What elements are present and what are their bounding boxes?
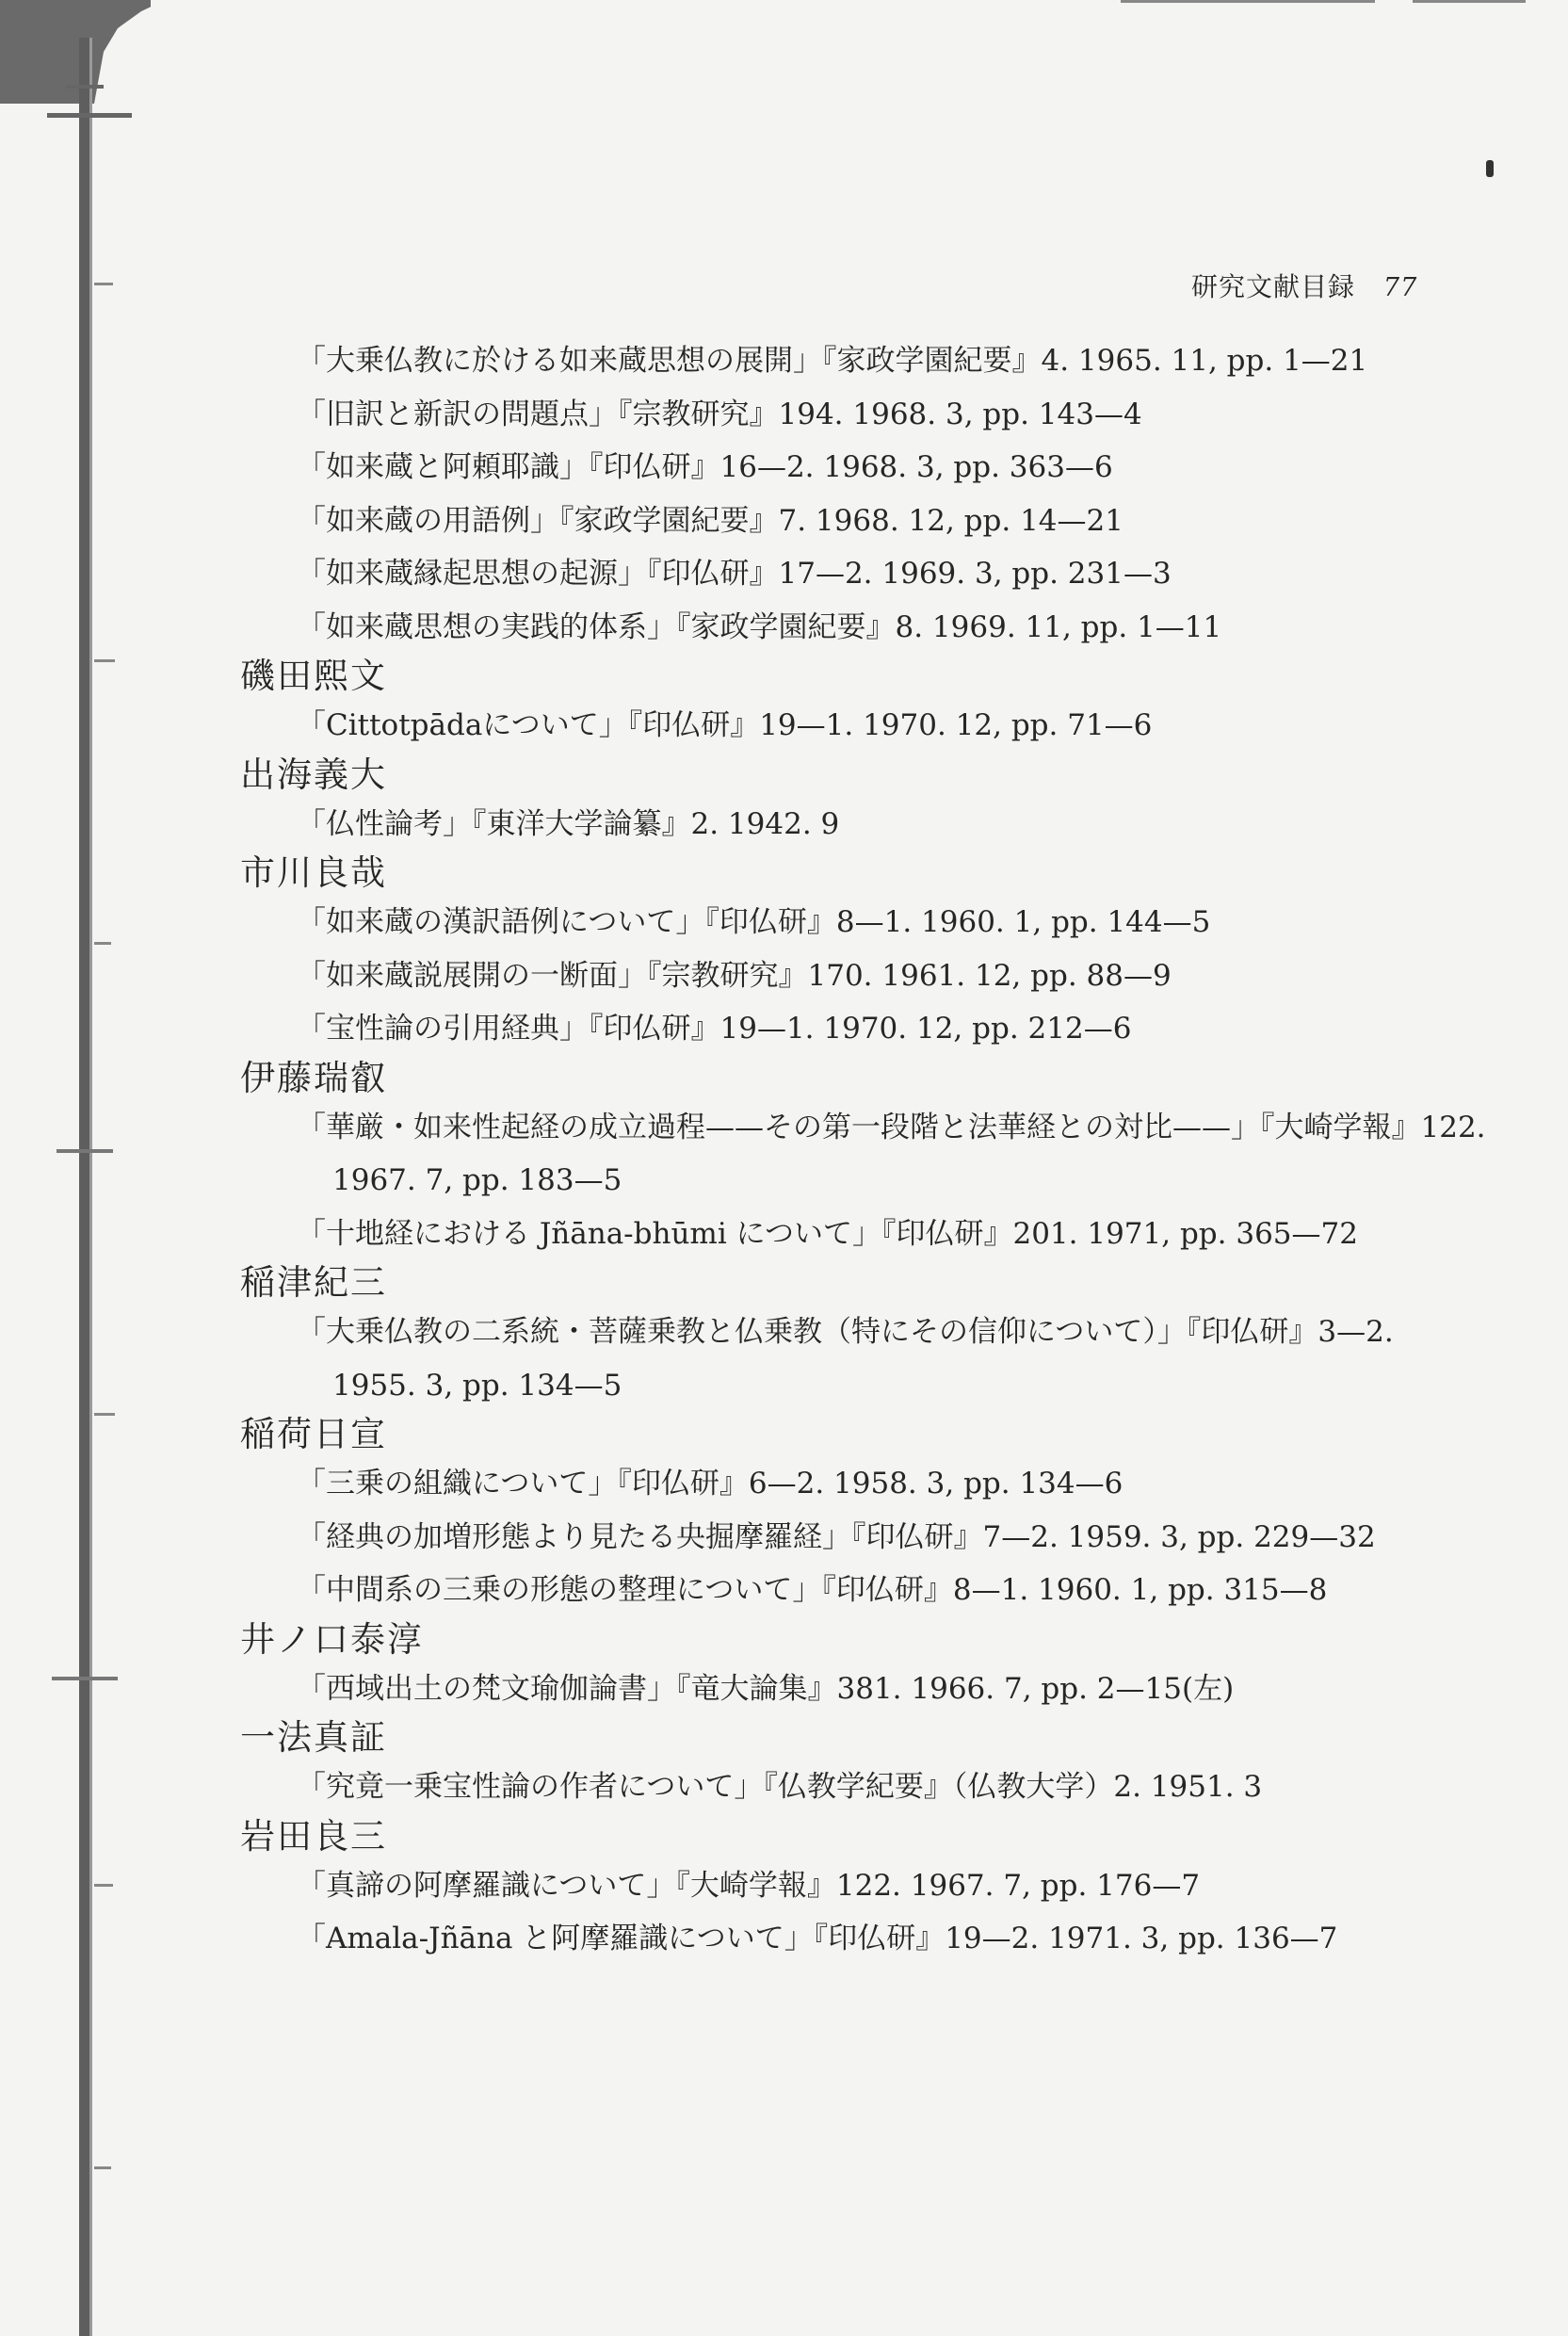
author-name: 一法真証 — [240, 1717, 387, 1758]
bibliography-entry — [297, 699, 1488, 753]
entry-text: 「究竟一乗宝性論の作者について」『仏教学紀要』（仏教大学）2. 1951. 3 — [297, 1770, 1263, 1804]
entry-text: 「仏性論考」『東洋大学論纂』2. 1942. 9 — [297, 806, 840, 841]
bibliography-entry — [297, 1912, 1488, 1966]
author-group — [235, 654, 1488, 753]
author-name: 市川良哉 — [240, 852, 387, 893]
bibliography-entry — [297, 1760, 1488, 1814]
author-name: 伊藤瑞叡 — [240, 1057, 387, 1098]
entry-text: 「大乗仏教の二系統・菩薩乗教と仏乗教（特にその信仰について）」『印仏研』3—2. — [297, 1315, 1394, 1349]
bibliography-entry — [297, 1511, 1488, 1565]
entry-text: 「西域出土の梵文瑜伽論書」『竜大論集』381. 1966. 7, pp. 2—15(左) — [297, 1671, 1235, 1706]
author-name: 稲津紀三 — [240, 1262, 387, 1303]
bibliography-entry — [297, 1306, 1488, 1412]
bibliography-entry — [297, 1208, 1488, 1261]
running-header — [1191, 267, 1417, 304]
author-group — [235, 1617, 1488, 1716]
author-name: 岩田良三 — [240, 1815, 387, 1857]
author-name: 出海義大 — [240, 754, 387, 795]
bibliography-list — [235, 334, 1488, 1966]
entry-continuation: 1967. 7, pp. 183—5 — [332, 1163, 622, 1197]
author-name: 井ノ口泰淳 — [240, 1618, 424, 1660]
bibliography-entry — [297, 1564, 1488, 1617]
author-group — [235, 1260, 1488, 1412]
top-rule-left — [1121, 0, 1375, 3]
author-group — [235, 851, 1488, 1056]
entry-continuation: 1955. 3, pp. 134—5 — [332, 1368, 622, 1403]
bibliography-entry — [297, 798, 1488, 852]
bibliography-entry: 「如来蔵思想の実践的体系」『家政学園紀要』8. 1969. 11, pp. 1—11 — [297, 609, 1222, 644]
page-number: 77 — [1382, 273, 1418, 302]
author-name: 稲荷日宣 — [240, 1414, 387, 1454]
bibliography-entry — [297, 1002, 1488, 1056]
bibliography-entry — [297, 896, 1488, 949]
bibliography-entry — [297, 949, 1488, 1003]
entry-text: 「中間系の三乗の形態の整理について」『印仏研』8—1. 1960. 1, pp. 315—8 — [297, 1573, 1328, 1607]
bibliography-entry: 「如来蔵縁起思想の起源」『印仏研』17—2. 1969. 3, pp. 231—3 — [297, 557, 1172, 591]
bibliography-entry: 「旧訳と新訳の問題点」『宗教研究』194. 1968. 3, pp. 143—4 — [297, 397, 1142, 431]
bibliography-entry: 「如来蔵の用語例」『家政学園紀要』7. 1968. 12, pp. 14—21 — [297, 503, 1123, 538]
entry-text: 「三乗の組織について」『印仏研』6—2. 1958. 3, pp. 134—6 — [297, 1467, 1123, 1501]
entry-text: 「華厳・如来性起経の成立過程——その第一段階と法華経との対比——」『大崎学報』122. — [297, 1110, 1486, 1144]
author-group — [235, 1715, 1488, 1814]
entry-text: 「Amala-Jñāna と阿摩羅識について」『印仏研』19—2. 1971. 3, pp. 136—7 — [297, 1922, 1338, 1955]
author-group — [235, 1056, 1488, 1261]
author-group — [235, 1814, 1488, 1966]
author-name: 磯田熙文 — [240, 656, 387, 696]
entry-text: 「Cittotpādaについて」『印仏研』19—1. 1970. 12, pp. 71—6 — [297, 708, 1153, 742]
bibliography-entry: 「大乗仏教に於ける如来蔵思想の展開」『家政学園紀要』4. 1965. 11, pp. 1—21 — [297, 344, 1368, 378]
bibliography-entry: 「如来蔵と阿頼耶識」『印仏研』16—2. 1968. 3, pp. 363—6 — [297, 450, 1113, 484]
entry-text: 「経典の加増形態より見たる央掘摩羅経」『印仏研』7—2. 1959. 3, pp. 229—32 — [297, 1519, 1376, 1554]
top-rule-right — [1413, 0, 1526, 3]
bibliography-entry — [297, 1457, 1488, 1511]
entry-text: 「如来蔵説展開の一断面」『宗教研究』170. 1961. 12, pp. 88—9 — [297, 958, 1172, 993]
page-mark — [1486, 160, 1494, 177]
author-group — [235, 753, 1488, 852]
entry-text: 「宝性論の引用経典」『印仏研』19—1. 1970. 12, pp. 212—6 — [297, 1012, 1132, 1046]
bibliography-entry — [297, 1663, 1488, 1716]
entry-text: 「如来蔵の漢訳語例について」『印仏研』8—1. 1960. 1, pp. 144—5 — [297, 905, 1211, 939]
bibliography-entry — [297, 1859, 1488, 1913]
author-group — [235, 1412, 1488, 1617]
book-binding-edge — [0, 0, 151, 2336]
bibliography-entry — [297, 1101, 1488, 1208]
header-title: 研究文献目録 — [1191, 271, 1356, 302]
entry-text: 「真諦の阿摩羅識について」『大崎学報』122. 1967. 7, pp. 176—7 — [297, 1868, 1201, 1903]
entry-text: 「十地経における Jñāna-bhūmi について」『印仏研』201. 1971, pp. 365—72 — [297, 1216, 1358, 1251]
